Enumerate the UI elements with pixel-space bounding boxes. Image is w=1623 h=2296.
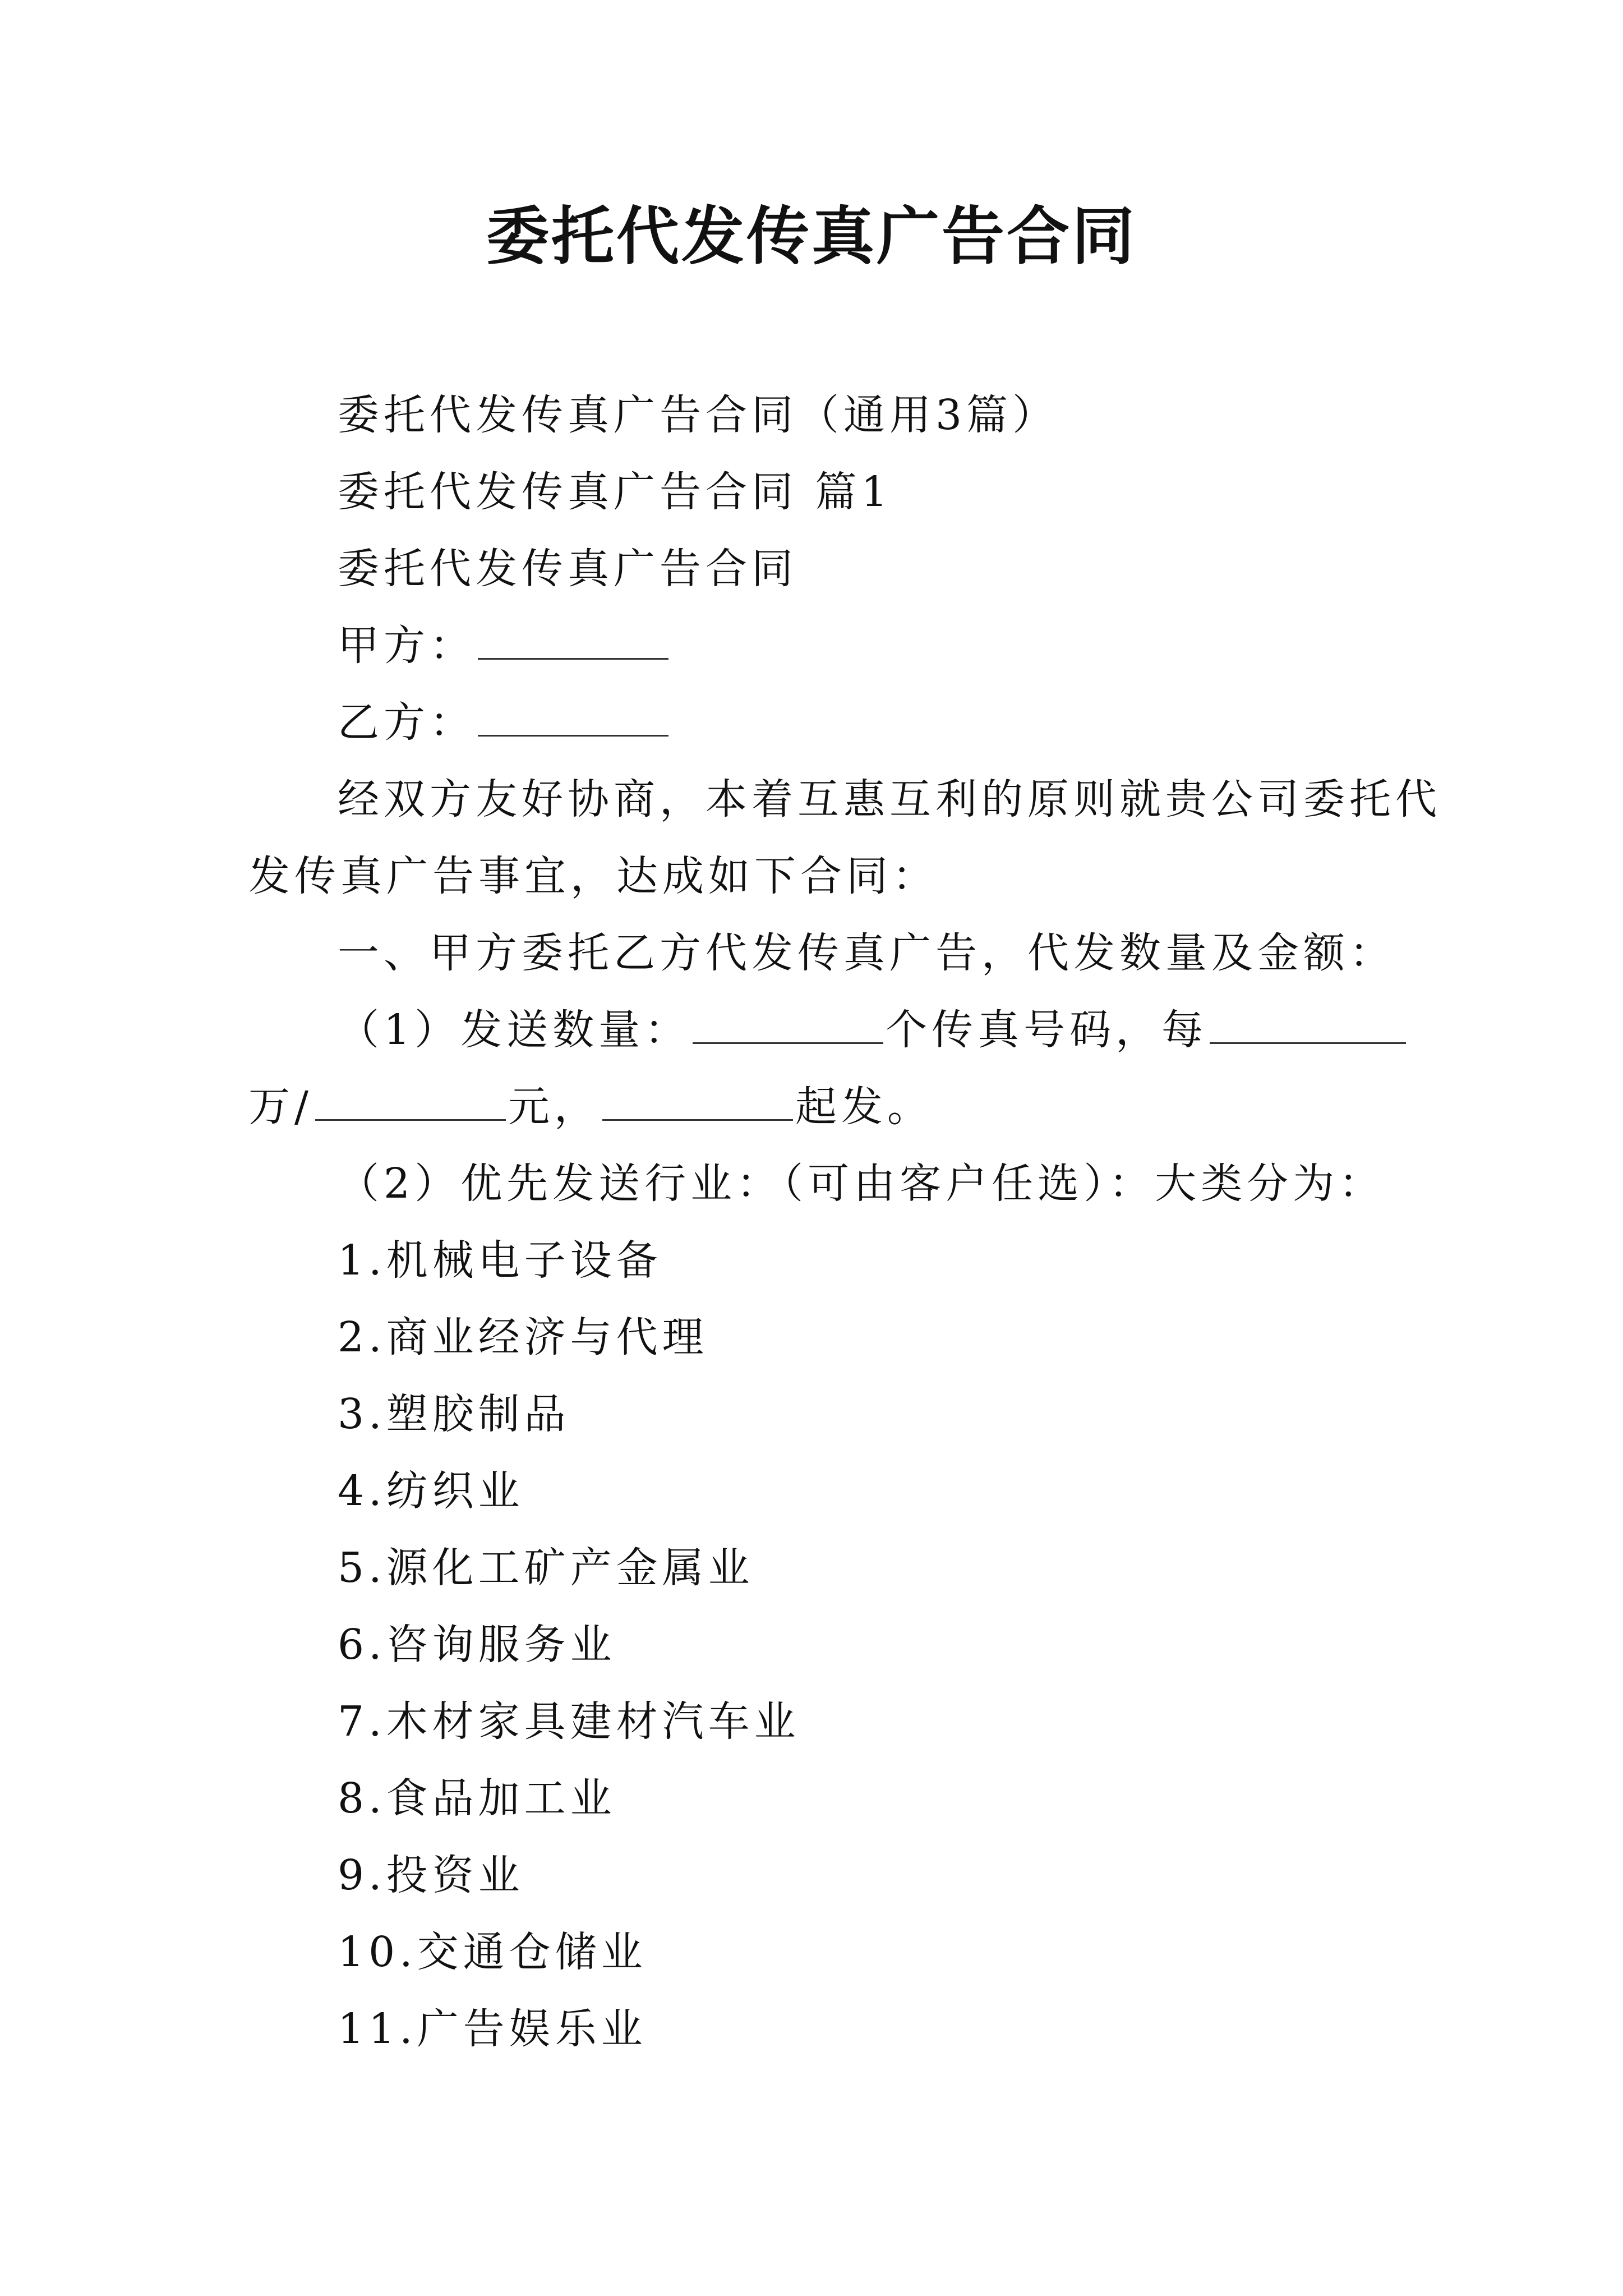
industry-item: 8.食品加工业 <box>338 1774 616 1823</box>
industry-item: 6.咨询服务业 <box>338 1621 616 1669</box>
quantity-unit: 个传真号码，每 <box>886 1006 1208 1054</box>
party-b-label: 乙方： <box>338 698 476 747</box>
intro-paragraph-line-1: 经双方友好协商，本着互惠互利的原则就贵公司委托代 <box>338 775 1441 823</box>
price-blank <box>315 1082 506 1121</box>
industry-item: 3.塑胶制品 <box>338 1390 570 1438</box>
wan-label: 万/ <box>248 1083 313 1131</box>
quantity-label: （1）发送数量： <box>338 1006 691 1054</box>
industry-heading: （2）优先发送行业：（可由客户任选）：大类分为： <box>338 1159 1385 1208</box>
document-title: 委托代发传真广告合同 <box>486 200 1137 273</box>
party-a-blank <box>478 621 668 660</box>
industry-item: 4.纺织业 <box>338 1467 524 1515</box>
industry-item: 10.交通仓储业 <box>338 1928 647 1976</box>
industry-item: 2.商业经济与代理 <box>338 1313 708 1361</box>
party-b-blank <box>478 698 668 737</box>
document-body <box>248 377 1441 2068</box>
clause-one: 一、甲方委托乙方代发传真广告，代发数量及金额： <box>338 929 1395 977</box>
party-b-line <box>248 684 1387 761</box>
industry-item: 1.机械电子设备 <box>338 1236 662 1285</box>
subtitle-line: 委托代发传真广告合同（通用3篇） <box>338 391 1059 439</box>
industry-item: 5.源化工矿产金属业 <box>338 1544 754 1592</box>
contract-name: 委托代发传真广告合同 <box>338 545 797 593</box>
start-label: 起发。 <box>795 1083 933 1131</box>
quantity-blank <box>693 1005 883 1044</box>
intro-paragraph-line-2: 发传真广告事宜，达成如下合同： <box>248 852 938 900</box>
quantity-line-1 <box>248 992 1387 1069</box>
industry-item: 11.广告娱乐业 <box>338 2005 647 2053</box>
yuan-label: 元， <box>508 1083 600 1131</box>
party-a-label: 甲方： <box>338 622 476 670</box>
minimum-blank <box>602 1082 793 1121</box>
section-heading: 委托代发传真广告合同 篇1 <box>338 468 892 516</box>
party-a-line <box>248 608 1387 684</box>
industry-item: 9.投资业 <box>338 1851 524 1899</box>
industry-item: 7.木材家具建材汽车业 <box>338 1697 800 1746</box>
per-blank <box>1210 1005 1406 1044</box>
quantity-line-2 <box>248 1069 1387 1145</box>
